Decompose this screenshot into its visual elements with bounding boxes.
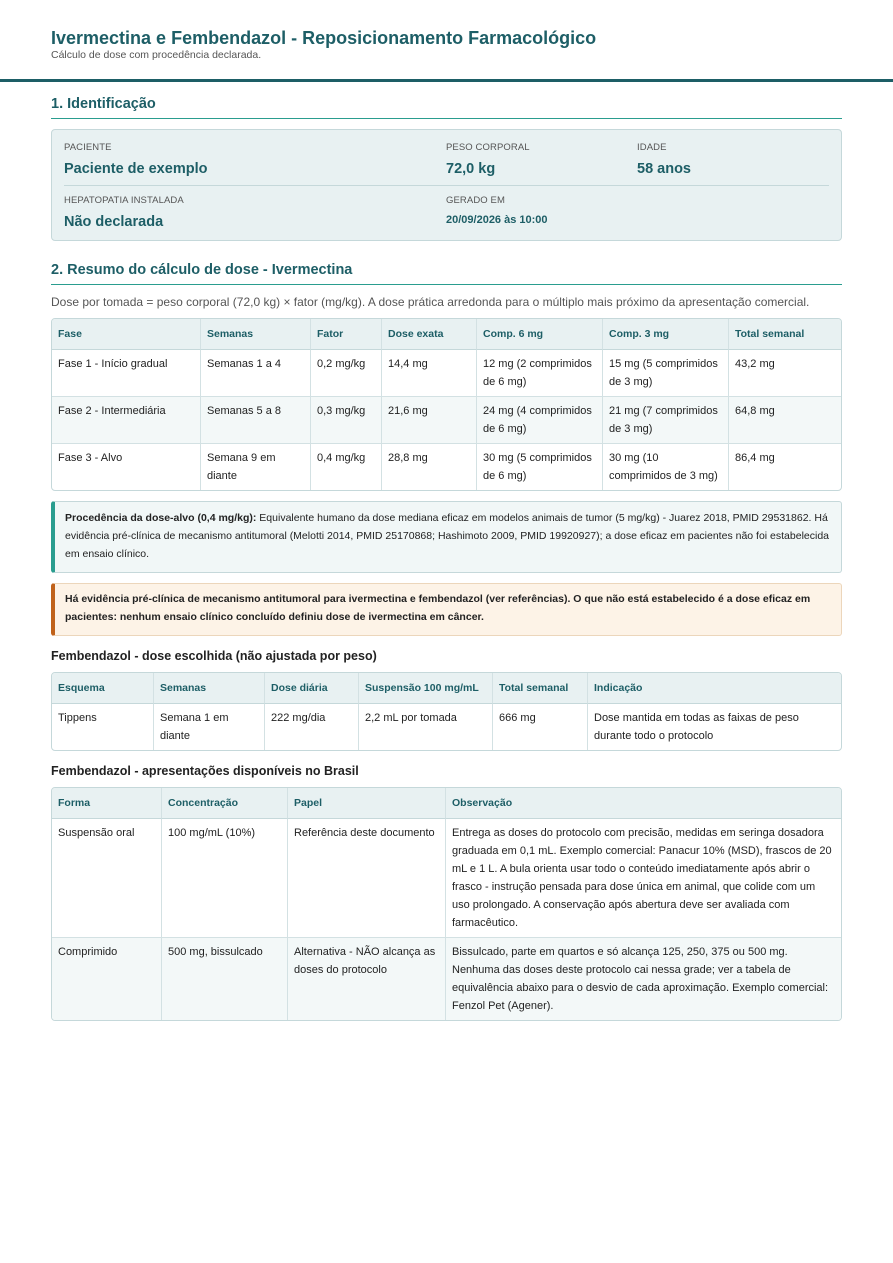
table-cell: 666 mg xyxy=(493,704,588,750)
generated-label: GERADO EM xyxy=(446,195,505,206)
table-row xyxy=(52,444,841,490)
table-cell: Fase 3 - Alvo xyxy=(52,444,201,490)
table-cell: 100 mg/mL (10%) xyxy=(162,819,288,938)
hepatopathy-field xyxy=(64,195,446,230)
table-header-row xyxy=(52,673,841,704)
table-cell: 15 mg (5 comprimidos de 3 mg) xyxy=(603,350,729,397)
patient-field xyxy=(64,142,446,177)
section-heading-identification: 1. Identificação xyxy=(51,96,842,119)
column-header: Semanas xyxy=(154,673,265,704)
table-cell: 14,4 mg xyxy=(382,350,477,397)
table-row xyxy=(52,938,841,1020)
table-cell: Semana 9 em diante xyxy=(201,444,311,490)
column-header: Dose exata xyxy=(382,319,477,350)
table-cell: Dose mantida em todas as faixas de peso durante todo o protocolo xyxy=(594,712,799,742)
age-field xyxy=(637,142,827,177)
note-title: Procedência da dose-alvo (0,4 mg/kg): xyxy=(65,512,257,524)
column-header: Semanas xyxy=(201,319,311,350)
column-header: Fator xyxy=(311,319,382,350)
table-cell: Fase 2 - Intermediária xyxy=(52,397,201,444)
table-cell: 500 mg, bissulcado xyxy=(162,938,288,1020)
weight-value: 72,0 kg xyxy=(446,161,496,177)
column-header: Concentração xyxy=(162,788,288,819)
table-cell: 0,3 mg/kg xyxy=(311,397,382,444)
table-header-row xyxy=(52,319,841,350)
evidence-warning: Há evidência pré-clínica de mecanismo antitumoral para ivermectina e fembendazol (ver referências). O que não está estabelecido é a dose eficaz em pacientes: nenhum ensaio clínico concluído definiu dose de ivermectina em câncer. xyxy=(51,583,842,636)
column-header: Total semanal xyxy=(493,673,588,704)
patient-value: Paciente de exemplo xyxy=(64,161,208,177)
table-cell: 21,6 mg xyxy=(382,397,477,444)
table-cell: 2,2 mL por tomada xyxy=(359,704,493,750)
page-subtitle: Cálculo de dose com procedência declarada. xyxy=(51,49,262,61)
table-cell: Entrega as doses do protocolo com precisão, medidas em seringa dosadora graduada em 0,1 mL. Exemplo comercial: Panacur 10% (MSD), frascos de 20 mL e 1 L. A bula orienta usar todo o conteúdo imediatamente após abrir o frasco - instrução pensada para dose única em animal, que colide com um uso prolongado. A conservação após abertura deve ser avaliada com farmacêutico. xyxy=(446,819,841,938)
fenbendazole-dose-table xyxy=(51,672,842,751)
table-cell: 86,4 mg xyxy=(735,452,775,464)
table-row xyxy=(52,397,841,444)
column-header: Indicação xyxy=(588,673,841,704)
column-header: Comp. 6 mg xyxy=(477,319,603,350)
table-cell: 12 mg (2 comprimidos de 6 mg) xyxy=(477,350,603,397)
table-cell: 24 mg (4 comprimidos de 6 mg) xyxy=(477,397,603,444)
generated-value: 20/09/2026 às 10:00 xyxy=(446,214,548,226)
fenbendazole-forms-heading: Fembendazol - apresentações disponíveis no Brasil xyxy=(51,764,359,778)
table-cell: 30 mg (5 comprimidos de 6 mg) xyxy=(477,444,603,490)
table-cell: Tippens xyxy=(52,704,154,750)
age-label: IDADE xyxy=(637,142,667,153)
column-header: Papel xyxy=(288,788,446,819)
column-header: Dose diária xyxy=(265,673,359,704)
generated-field xyxy=(446,195,637,230)
table-cell: 28,8 mg xyxy=(382,444,477,490)
table-cell: 43,2 mg xyxy=(729,350,841,397)
ivermectin-dose-table xyxy=(51,318,842,491)
column-header: Total semanal xyxy=(729,319,841,350)
note-text: Equivalente humano da dose mediana eficaz em modelos animais de tumor (5 mg/kg) - Juarez 2018, PMID 29531862. Há evidência pré-clínica de mecanismo antitumoral (Melotti 2014, PMID 25170868; Hashimoto 2009, PMID 19920927); a dose eficaz em pacientes não foi estabelecida em ensaio clínico. xyxy=(65,512,830,560)
document-header xyxy=(0,0,893,82)
table-cell: Suspensão oral xyxy=(52,819,162,938)
table-row xyxy=(52,350,841,397)
table-cell: Semanas 1 a 4 xyxy=(201,350,311,397)
table-row xyxy=(52,819,841,938)
ivermectin-section xyxy=(51,262,842,636)
table-cell: Semana 1 em diante xyxy=(154,704,265,750)
section-heading-ivermectin: 2. Resumo do cálculo de dose - Ivermectina xyxy=(51,262,842,285)
table-row xyxy=(52,704,841,750)
column-header: Suspensão 100 mg/mL xyxy=(359,673,493,704)
column-header: Forma xyxy=(52,788,162,819)
table-cell: Fase 1 - Início gradual xyxy=(52,350,201,397)
patient-label: PACIENTE xyxy=(64,142,112,153)
table-cell: Referência deste documento xyxy=(288,819,446,938)
fenbendazole-dose-heading: Fembendazol - dose escolhida (não ajustada por peso) xyxy=(51,649,377,663)
identification-section xyxy=(51,96,842,241)
identification-box xyxy=(51,129,842,241)
table-cell: 0,4 mg/kg xyxy=(311,444,382,490)
table-header-row xyxy=(52,788,841,819)
weight-label: PESO CORPORAL xyxy=(446,142,530,153)
fenbendazole-forms-section xyxy=(51,764,842,1021)
table-cell: 0,2 mg/kg xyxy=(311,350,382,397)
fenbendazole-forms-table xyxy=(51,787,842,1021)
table-cell: 64,8 mg xyxy=(729,397,841,444)
column-header: Fase xyxy=(52,319,201,350)
table-cell: Semanas 5 a 8 xyxy=(201,397,311,444)
dose-formula-text: Dose por tomada = peso corporal (72,0 kg) × fator (mg/kg). A dose prática arredonda para o múltiplo mais próximo da apresentação comercial. xyxy=(51,295,810,309)
table-cell: 30 mg (10 comprimidos de 3 mg) xyxy=(603,444,729,490)
table-cell: Alternativa - NÃO alcança as doses do protocolo xyxy=(288,938,446,1020)
column-header: Esquema xyxy=(52,673,154,704)
column-header: Comp. 3 mg xyxy=(603,319,729,350)
column-header: Observação xyxy=(446,788,841,819)
weight-field xyxy=(446,142,637,177)
page-title: Ivermectina e Fembendazol - Reposicionamento Farmacológico xyxy=(51,28,597,48)
table-cell: Comprimido xyxy=(52,938,162,1020)
hepatopathy-label: HEPATOPATIA INSTALADA xyxy=(64,195,184,206)
table-cell: 21 mg (7 comprimidos de 3 mg) xyxy=(603,397,729,444)
hepatopathy-value: Não declarada xyxy=(64,214,164,230)
fenbendazole-dose-section xyxy=(51,649,842,751)
dose-provenance-note xyxy=(51,501,842,573)
table-cell: 222 mg/dia xyxy=(265,704,359,750)
age-value: 58 anos xyxy=(637,161,691,177)
table-cell: Bissulcado, parte em quartos e só alcança 125, 250, 375 ou 500 mg. Nenhuma das doses deste protocolo cai nessa grade; ver a tabela de equivalência abaixo para o desvio de cada aproximação. Exemplo comercial: Fenzol Pet (Agener). xyxy=(446,938,841,1020)
